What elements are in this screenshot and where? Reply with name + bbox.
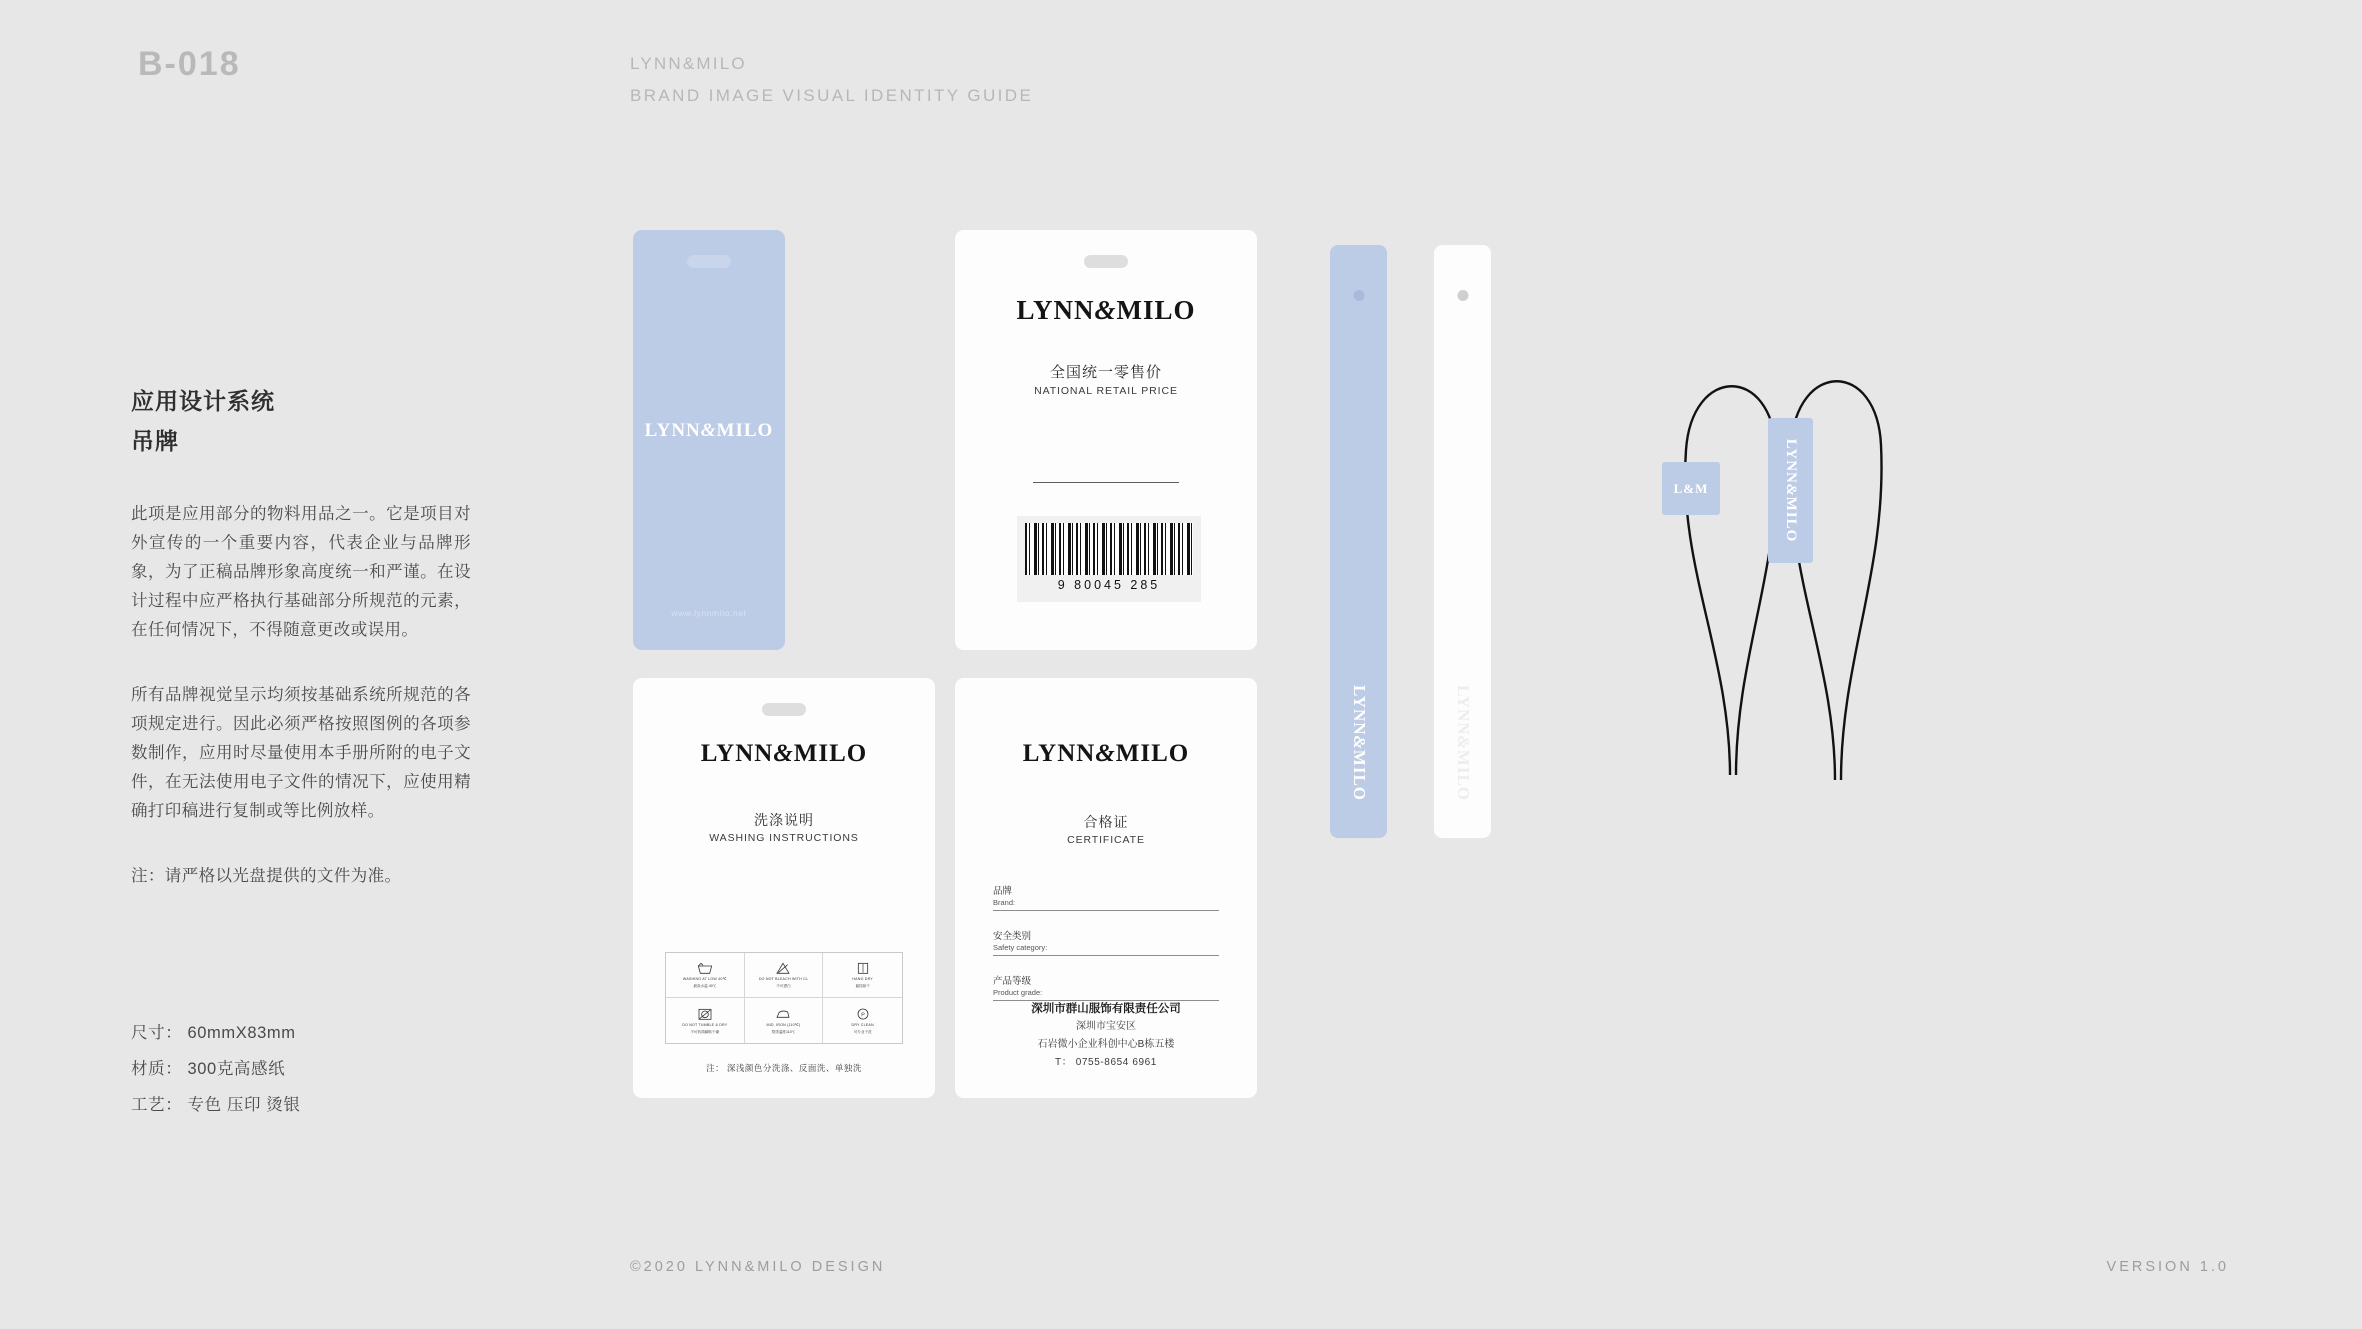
- logo-ampersand: &: [1783, 483, 1800, 497]
- care-symbol-cell: [823, 953, 902, 998]
- wash-tub-icon: [697, 961, 713, 975]
- certificate-footer: [955, 1000, 1257, 1072]
- no-tumble-dry-icon: [697, 1007, 713, 1021]
- section-title-line2: 吊牌: [131, 428, 179, 454]
- care-label-cn: 不可转筒翻转干燥: [690, 1029, 720, 1034]
- care-label-en: DRY CLEAN: [851, 1022, 874, 1027]
- price-title-en: NATIONAL RETAIL PRICE: [1034, 385, 1178, 397]
- section-title-line1: 应用设计系统: [131, 388, 275, 414]
- logo-word-left: LYNN: [1016, 295, 1095, 325]
- certificate-field: [993, 866, 1219, 911]
- loop-label-small: [1662, 462, 1720, 515]
- vertical-strip-tag-blue: [1330, 245, 1387, 838]
- footer-version: VERSION 1.0: [2106, 1259, 2229, 1275]
- field-label-en: Brand:: [993, 898, 1016, 907]
- logo-word-right: MILO: [1453, 749, 1473, 802]
- care-label-cn: 可专业干洗: [853, 1029, 872, 1034]
- no-bleach-triangle-icon: [775, 961, 791, 975]
- logo-word-right: MILO: [793, 740, 868, 767]
- company-address-line2: 石岩微小企业科创中心B栋五楼: [1037, 1039, 1175, 1050]
- logo-ampersand: &: [773, 740, 794, 767]
- logo-ampersand: &: [1094, 295, 1117, 325]
- logo-word-left: LYNN: [1783, 438, 1800, 484]
- punch-hole: [1353, 290, 1364, 301]
- care-label-en: WASHING AT LOW 40℃: [682, 977, 727, 981]
- care-symbol-cell: [666, 953, 745, 998]
- logo-word-right: MILO: [1349, 749, 1369, 802]
- price-rule: [1033, 482, 1179, 483]
- paragraph-3: 注：请严格以光盘提供的文件为准。: [131, 867, 402, 885]
- wash-title-en: WASHING INSTRUCTIONS: [709, 832, 859, 844]
- logo-word-left: LYNN: [1453, 684, 1473, 736]
- loop-label-text: L&M: [1673, 480, 1709, 496]
- svg-text:P: P: [860, 1011, 865, 1018]
- care-symbol-grid: [665, 952, 903, 1044]
- spec-material: 材质： 300克高感纸: [131, 1060, 286, 1078]
- logo-word-right: MILO: [716, 420, 774, 441]
- care-label-en: DO NOT BLEACH WITH CL: [758, 977, 809, 981]
- care-label-en: HANG DRY: [852, 977, 873, 981]
- care-symbol-cell: [823, 998, 902, 1043]
- header-brand: LYNN&MILO: [630, 54, 747, 73]
- wash-title-cn: 洗涤说明: [754, 812, 814, 828]
- punch-hole: [687, 255, 731, 268]
- company-address-line1: 深圳市宝安区: [1076, 1021, 1136, 1032]
- logo-word-left: LYNN: [644, 420, 701, 441]
- header-subtitle: BRAND IMAGE VISUAL IDENTITY GUIDE: [630, 86, 1034, 105]
- company-name: 深圳市群山服饰有限责任公司: [1031, 1003, 1181, 1015]
- field-label-en: Safety category:: [993, 943, 1048, 952]
- logo-ampersand: &: [1349, 735, 1369, 750]
- barcode-number: 9 80045 285: [1057, 578, 1161, 592]
- care-symbol-cell: [745, 998, 824, 1043]
- logo-ampersand: &: [1095, 740, 1116, 767]
- paragraph-1: 此项是应用部分的物料用品之一。它是项目对外宣传的一个重要内容，代表企业与品牌形象，为了正稿品牌形象高度统一和严谨。在设计过程中应严格执行基础部分所规范的元素，在任何情况下，不得随意更改或误用。: [131, 505, 471, 639]
- punch-hole: [762, 703, 806, 716]
- price-title-cn: 全国统一零售价: [1049, 364, 1162, 381]
- field-label-cn: 品牌: [993, 886, 1013, 897]
- logo-wordmark: [633, 740, 935, 768]
- paragraph-2: 所有品牌视觉呈示均须按基础系统所规范的各项规定进行。因此必须严格按照图例的各项参数制作，应用时尽量使用本手册所附的电子文件，在无法使用电子文件的情况下，应使用精确打印稿进行复制或等比例放样。: [131, 686, 471, 820]
- care-label-cn: 不可漂白: [776, 984, 791, 988]
- website-url: www.lynnmilo.net: [671, 608, 747, 618]
- spec-process: 工艺： 专色 压印 烫银: [131, 1096, 301, 1114]
- logo-word-right: MILO: [1115, 740, 1190, 767]
- cert-title-cn: 合格证: [1083, 814, 1129, 830]
- punch-hole: [1084, 255, 1128, 268]
- description-text: [131, 500, 471, 927]
- punch-hole: [1457, 290, 1468, 301]
- footer-copyright: ©2020 LYNN&MILO DESIGN: [630, 1259, 886, 1275]
- logo-wordmark: [955, 740, 1257, 768]
- dry-clean-icon: [855, 1007, 871, 1021]
- iron-icon: [775, 1007, 791, 1021]
- loop-label-long: [1768, 418, 1813, 563]
- care-label-en: MID. IRON (110℃): [766, 1022, 801, 1027]
- logo-word-right: MILO: [1116, 295, 1196, 325]
- logo-ampersand: &: [1453, 735, 1473, 750]
- page-code: B-018: [138, 45, 241, 83]
- logo-word-left: LYNN: [1349, 684, 1369, 736]
- certificate-fields: [993, 866, 1219, 1001]
- care-label-cn: 最高水温 40℃: [693, 984, 717, 988]
- spec-size: 尺寸： 60mmX83mm: [131, 1024, 296, 1042]
- logo-word-right: MILO: [1783, 496, 1800, 543]
- logo-ampersand: &: [700, 420, 717, 441]
- logo-wordmark: [633, 420, 785, 442]
- wash-note: 注： 深浅颜色分洗涤、反面洗、单独洗: [706, 1063, 862, 1073]
- loop-label-text: [1782, 439, 1799, 542]
- certificate-field: [993, 956, 1219, 1001]
- certificate-field: [993, 911, 1219, 956]
- field-label-cn: 产品等级: [993, 976, 1032, 987]
- logo-word-left: LYNN: [700, 740, 774, 767]
- care-label-cn: 悬挂晾干: [855, 984, 870, 988]
- cert-title-en: CERTIFICATE: [1067, 834, 1145, 846]
- barcode-block: [1017, 516, 1201, 602]
- barcode-stripes: [1025, 523, 1193, 575]
- section-title: [131, 381, 275, 461]
- document-header: [630, 48, 1033, 112]
- logo-wordmark: [955, 295, 1257, 326]
- company-telephone: T： 0755-8654 6961: [1055, 1057, 1157, 1068]
- logo-wordmark-vertical: [1349, 685, 1369, 801]
- care-symbol-cell: [666, 998, 745, 1043]
- field-label-cn: 安全类别: [993, 931, 1032, 942]
- vertical-strip-tag-white: [1434, 245, 1491, 838]
- field-label-en: Product grade:: [993, 988, 1043, 997]
- care-label-en: DO NOT TUMBLE & DRY: [682, 1022, 728, 1027]
- logo-wordmark-vertical: [1453, 685, 1473, 801]
- spec-list: [131, 1015, 300, 1123]
- care-symbol-cell: [745, 953, 824, 998]
- hang-dry-icon: [855, 961, 871, 975]
- care-label-cn: 熨烫温度110℃: [771, 1029, 796, 1034]
- logo-word-left: LYNN: [1022, 740, 1096, 767]
